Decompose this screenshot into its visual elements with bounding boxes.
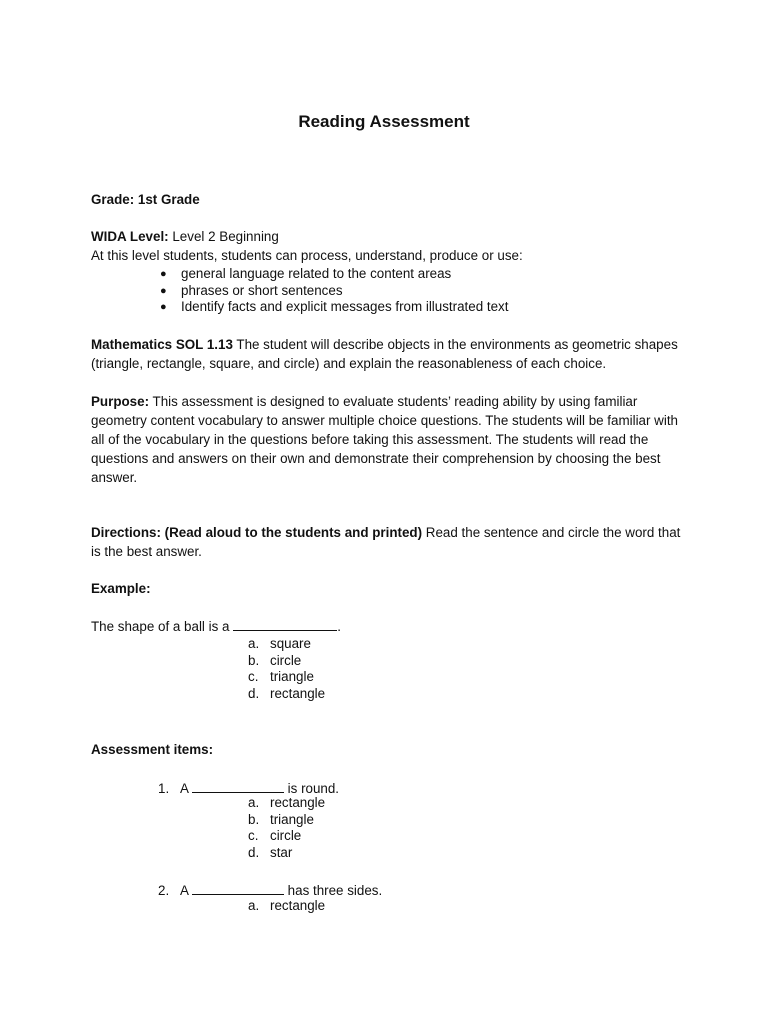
- option-item: a. rectangle: [248, 795, 326, 810]
- wida-value: Level 2 Beginning: [172, 229, 279, 244]
- option-item: a. square: [248, 636, 311, 651]
- option-item: c. triangle: [248, 669, 314, 685]
- option-item: d. rectangle: [248, 686, 326, 702]
- bullet-dot-icon: ●: [160, 284, 167, 297]
- bullet-item: ● Identify facts and explicit messages from illustrated text: [160, 299, 509, 314]
- grade-value: 1st Grade: [137, 192, 200, 207]
- example-sentence: The shape of a ball is a .: [91, 619, 341, 634]
- assessment-label: Assessment items:: [91, 742, 214, 757]
- page-title: Reading Assessment: [298, 112, 470, 131]
- purpose-paragraph: [91, 392, 681, 487]
- example-options: [248, 636, 325, 703]
- wida-intro: At this level students, students can process, understand, produce or use:: [91, 248, 523, 263]
- math-sol-label: Mathematics SOL 1.13: [91, 337, 233, 352]
- question-2: 2. A has three sides.: [158, 883, 383, 898]
- bullet-dot-icon: ●: [160, 301, 167, 313]
- math-sol-text: The student will describe objects in the environments as geometric shapes (triangle, rectangle, square, and circle) and explain the reasonableness of each choice.: [91, 337, 678, 371]
- question-1: 1. A is round.: [158, 781, 340, 796]
- purpose-text: This assessment is designed to evaluate students’ reading ability by using familiar geometry content vocabulary to answer multiple choice questions. The students will be familiar with all of the vocabulary in the questions before taking this assessment. The students will read the questions and answers on their own and demonstrate their comprehension by choosing the best answer.: [91, 394, 678, 485]
- option-item: a. rectangle: [248, 898, 326, 913]
- purpose-label: Purpose:: [91, 394, 150, 409]
- directions-text: Read the sentence and circle the word that is the best answer.: [91, 525, 681, 559]
- wida-line: [91, 227, 691, 246]
- bullet-item: ● phrases or short sentences: [160, 282, 343, 298]
- answer-blank: [233, 617, 337, 631]
- grade-line: [91, 190, 691, 209]
- option-item: b. circle: [248, 652, 302, 668]
- question-2-options: [248, 898, 325, 915]
- option-item: c. circle: [248, 828, 302, 844]
- wida-label: WIDA Level:: [91, 229, 169, 244]
- question-1-options: [248, 795, 325, 862]
- math-sol-paragraph: [91, 335, 681, 373]
- bullet-item: ● general language related to the content areas: [160, 266, 452, 281]
- option-item: b. triangle: [248, 811, 314, 827]
- answer-blank: [192, 881, 284, 895]
- bullet-dot-icon: ●: [160, 268, 167, 280]
- wida-bullet-list: [160, 266, 508, 316]
- example-label: Example:: [91, 581, 151, 596]
- directions-label: Directions: (Read aloud to the students and printed): [91, 525, 423, 540]
- grade-label: Grade:: [91, 192, 135, 207]
- directions-paragraph: [91, 523, 681, 561]
- answer-blank: [192, 779, 284, 793]
- option-item: d. star: [248, 845, 293, 861]
